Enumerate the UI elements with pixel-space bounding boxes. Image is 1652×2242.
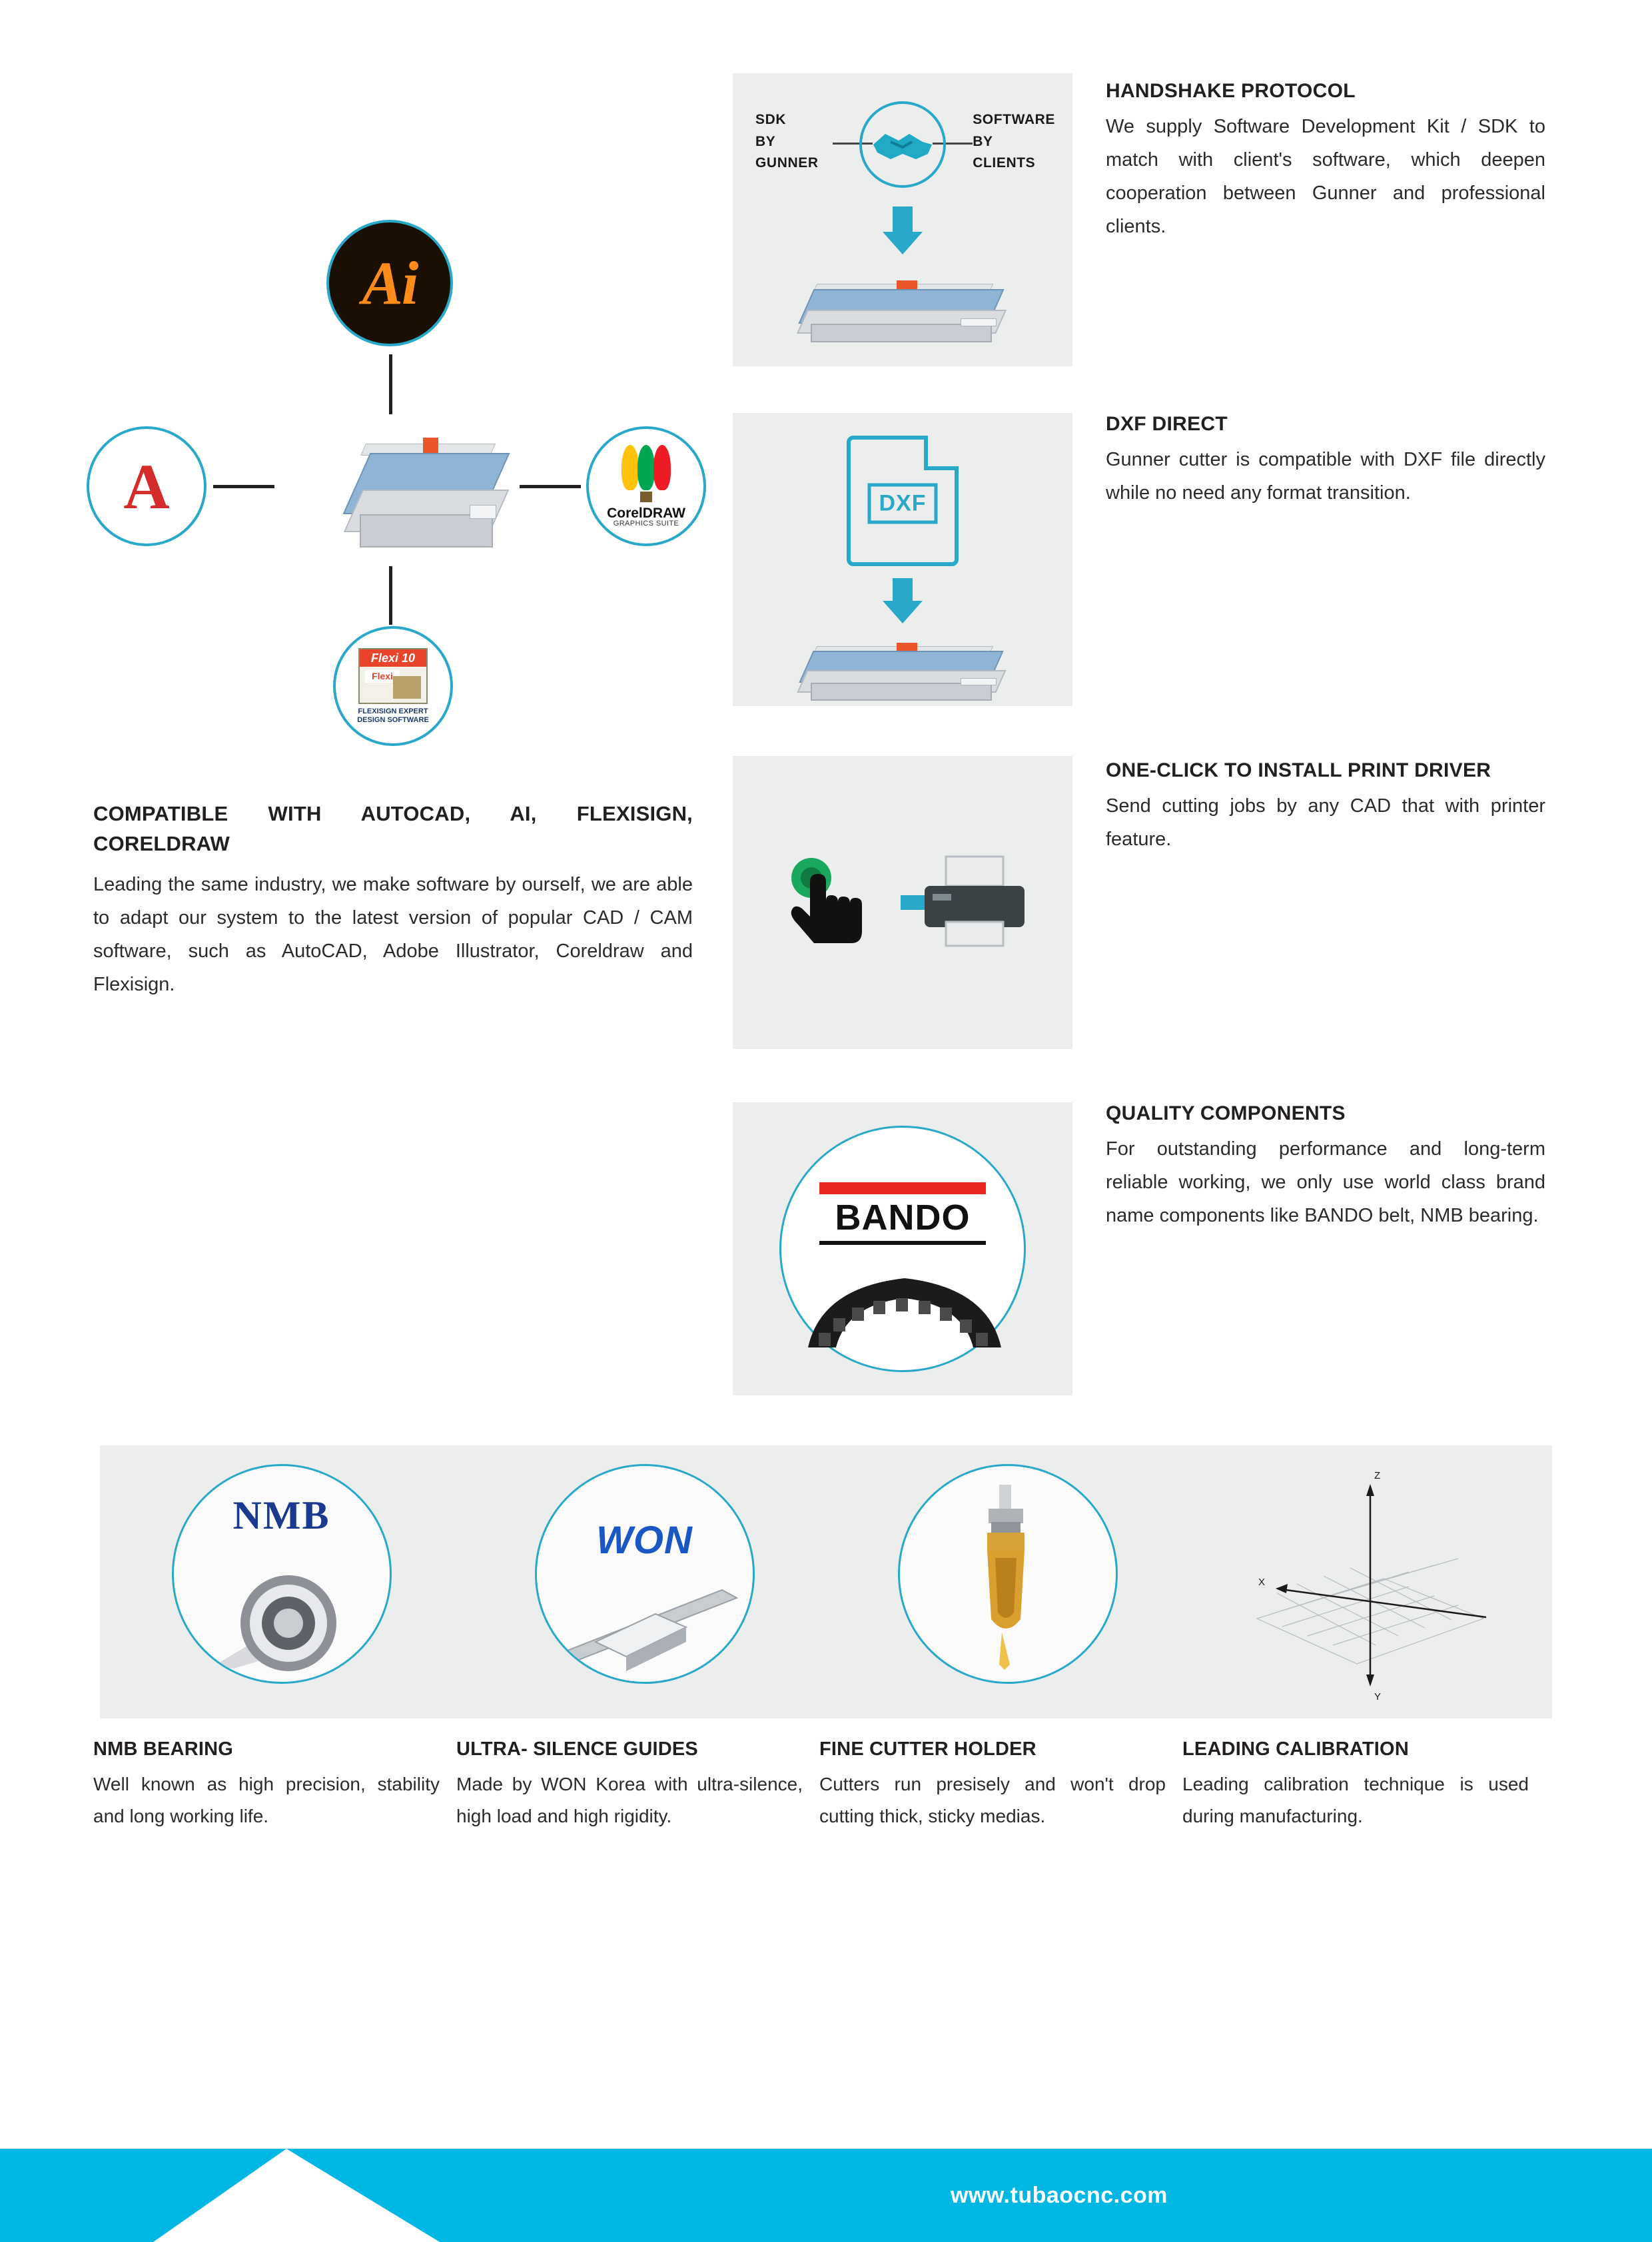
page-footer [0, 2149, 1652, 2242]
print-driver-body: Send cutting jobs by any CAD that with printer feature. [1106, 795, 1545, 850]
svg-text:Z: Z [1374, 1470, 1381, 1481]
timing-belt-icon [795, 1261, 1015, 1361]
dxf-label: DXF [868, 483, 938, 524]
dxf-machine-icon [793, 630, 1019, 710]
dxf-text [1106, 413, 1545, 510]
quality-components-text [1106, 1102, 1545, 1233]
print-driver-text [1106, 759, 1545, 857]
compatibility-body: Leading the same industry, we make software by ourself, we are able to adapt our system to the latest version of popular CAD / CAM software, such as AutoCAD, Adobe Illustrator, Coreldraw and Flexisign. [93, 873, 693, 995]
compatibility-title: COMPATIBLE WITH AUTOCAD, AI, FLEXISIGN, CORELDRAW [93, 802, 693, 855]
caption-cutter-holder [819, 1738, 1166, 1832]
strip-item-nmb [100, 1445, 463, 1718]
coreldraw-logo [586, 426, 706, 546]
cutter-machine-image [346, 413, 513, 566]
flexisign-name: Flexi [365, 669, 400, 683]
connector-line-horizontal-right [520, 485, 581, 488]
quality-components-title: QUALITY COMPONENTS [1106, 1102, 1346, 1124]
quality-components-body: For outstanding performance and long-term reliable working, we only use world class brand name components like BANDO belt, NMB bearing. [1106, 1138, 1545, 1226]
caption-nmb-bearing [93, 1738, 440, 1832]
click-hand-icon [779, 853, 886, 952]
svg-text:X: X [1258, 1577, 1266, 1588]
dxf-body: Gunner cutter is compatible with DXF file directly while no need any format transition. [1106, 449, 1545, 504]
dxf-title: DXF DIRECT [1106, 413, 1228, 435]
dxf-image [733, 413, 1072, 706]
handshake-text [1106, 80, 1545, 244]
autocad-label: A [123, 450, 170, 522]
handshake-body: We supply Software Development Kit / SDK to match with client's software, which deepen cooperation between Gunner and professional clients. [1106, 116, 1545, 237]
connector-line-vertical-bottom [389, 566, 392, 625]
illustrator-label: Ai [362, 249, 418, 317]
print-driver-image [733, 756, 1072, 1049]
caption-cutter-holder-title: FINE CUTTER HOLDER [819, 1738, 1036, 1760]
compatibility-caption [93, 799, 693, 1001]
caption-nmb-title: NMB BEARING [93, 1738, 234, 1760]
flexisign-logo [333, 626, 453, 746]
handshake-machine-icon [793, 266, 1019, 353]
flexisign-box-icon [358, 648, 428, 704]
cutter-holder-icon [898, 1464, 1118, 1684]
flexisign-caption-2: DESIGN SOFTWARE [357, 715, 429, 724]
handshake-image [733, 73, 1072, 366]
connector-line-horizontal-left [213, 485, 274, 488]
ball-bearing-icon [172, 1464, 392, 1684]
flexisign-version: Flexi 10 [360, 649, 426, 667]
caption-cutter-holder-body: Cutters run presisely and won't drop cutting thick, sticky medias. [819, 1774, 1166, 1827]
strip-item-won [463, 1445, 826, 1718]
nmb-brand: NMB [232, 1493, 330, 1537]
handshake-icon [859, 101, 946, 188]
caption-guides [456, 1738, 803, 1832]
flexisign-caption-1: FLEXISIGN EXPERT [358, 707, 428, 715]
coreldraw-subtitle: GRAPHICS SUITE [613, 520, 679, 528]
footer-website-url[interactable]: www.tubaocnc.com [950, 2182, 1168, 2208]
caption-nmb-body: Well known as high precision, stability and long working life. [93, 1774, 440, 1827]
caption-guides-body: Made by WON Korea with ultra-silence, high load and high rigidity. [456, 1774, 803, 1827]
bando-logo-circle [779, 1126, 1026, 1372]
xyz-axes-icon [1217, 1452, 1523, 1712]
print-driver-title: ONE-CLICK TO INSTALL PRINT DRIVER [1106, 759, 1491, 781]
coreldraw-title: CorelDRAW [607, 506, 685, 521]
caption-calibration-body: Leading calibration technique is used during manufacturing. [1182, 1774, 1529, 1827]
component-strip [100, 1445, 1552, 1718]
printer-icon [914, 853, 1034, 952]
won-brand: WON [596, 1519, 693, 1562]
caption-calibration [1182, 1738, 1529, 1832]
handshake-right-label: SOFTWARE BY CLIENTS [973, 112, 1055, 171]
balloon-icon [621, 445, 671, 502]
svg-text:Y: Y [1374, 1691, 1382, 1702]
handshake-left-label: SDK BY GUNNER [755, 112, 819, 171]
connector-line-vertical-top [389, 354, 392, 414]
software-compatibility-diagram [80, 200, 706, 786]
caption-guides-title: ULTRA- SILENCE GUIDES [456, 1738, 698, 1760]
illustrator-logo [326, 220, 453, 346]
strip-item-cutter-holder [826, 1445, 1189, 1718]
dxf-file-icon [847, 436, 959, 566]
linear-guide-icon [535, 1464, 755, 1684]
caption-calibration-title: LEADING CALIBRATION [1182, 1738, 1409, 1760]
quality-components-image [733, 1102, 1072, 1395]
autocad-logo [87, 426, 206, 546]
handshake-title: HANDSHAKE PROTOCOL [1106, 80, 1356, 102]
bando-brand: BANDO [835, 1198, 971, 1238]
strip-item-calibration [1189, 1445, 1552, 1718]
